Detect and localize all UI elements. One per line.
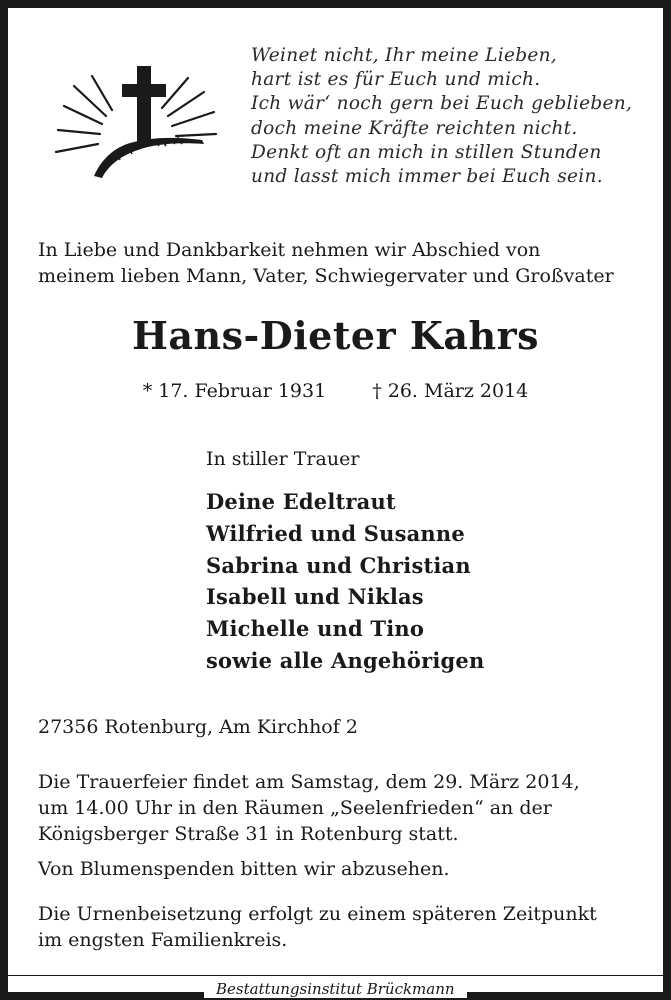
memorial-poem bbox=[251, 44, 651, 189]
poem-line: Denkt oft an mich in stillen Stunden bbox=[251, 141, 602, 163]
mourner-name: Deine Edeltraut bbox=[206, 489, 396, 514]
mourning-label: In stiller Trauer bbox=[206, 448, 360, 470]
mourners-list bbox=[206, 486, 484, 677]
flowers-note: Von Blumenspenden bitten wir abzusehen. bbox=[38, 858, 450, 880]
birth-date: * 17. Februar 1931 bbox=[142, 380, 327, 402]
poem-line: Weinet nicht, Ihr meine Lieben, bbox=[251, 45, 557, 66]
mourner-name: Wilfried und Susanne bbox=[206, 520, 465, 546]
poem-line: und lasst mich immer bei Euch sein. bbox=[251, 166, 603, 188]
life-dates bbox=[8, 380, 663, 402]
cross-on-hill-with-sunrays-icon bbox=[54, 60, 218, 180]
mourner-name: Sabrina und Christian bbox=[206, 552, 471, 578]
ceremony-line: um 14.00 Uhr in den Räumen „Seelenfrieden“ an der bbox=[38, 797, 552, 819]
urn-line: Die Urnenbeisetzung erfolgt zu einem späteren Zeitpunkt bbox=[38, 903, 597, 925]
poem-line: hart ist es für Euch und mich. bbox=[251, 69, 541, 91]
mourner-name: Michelle und Tino bbox=[206, 616, 425, 642]
farewell-intro bbox=[38, 237, 658, 289]
footer-divider bbox=[8, 975, 663, 976]
death-date: † 26. März 2014 bbox=[372, 380, 529, 402]
poem-line: Ich wär‘ noch gern bei Euch geblieben, bbox=[251, 93, 633, 115]
ceremony-line: Die Trauerfeier findet am Samstag, dem 29. März 2014, bbox=[38, 771, 580, 793]
mourner-name: Isabell und Niklas bbox=[206, 584, 424, 610]
urn-burial-info bbox=[38, 901, 658, 953]
intro-line: In Liebe und Dankbarkeit nehmen wir Abschied von bbox=[38, 239, 541, 261]
intro-line: meinem lieben Mann, Vater, Schwiegervater und Großvater bbox=[38, 265, 614, 287]
ceremony-line: Königsberger Straße 31 in Rotenburg statt. bbox=[38, 823, 459, 845]
funeral-ceremony-info bbox=[38, 769, 658, 847]
poem-line: doch meine Kräfte reichten nicht. bbox=[251, 117, 578, 139]
deceased-name: Hans-Dieter Kahrs bbox=[131, 313, 540, 358]
funeral-home-credit: Bestattungsinstitut Brückmann bbox=[204, 980, 467, 998]
mourner-name: sowie alle Angehörigen bbox=[206, 647, 485, 673]
urn-line: im engsten Familienkreis. bbox=[38, 929, 288, 951]
family-address: 27356 Rotenburg, Am Kirchhof 2 bbox=[38, 716, 358, 738]
